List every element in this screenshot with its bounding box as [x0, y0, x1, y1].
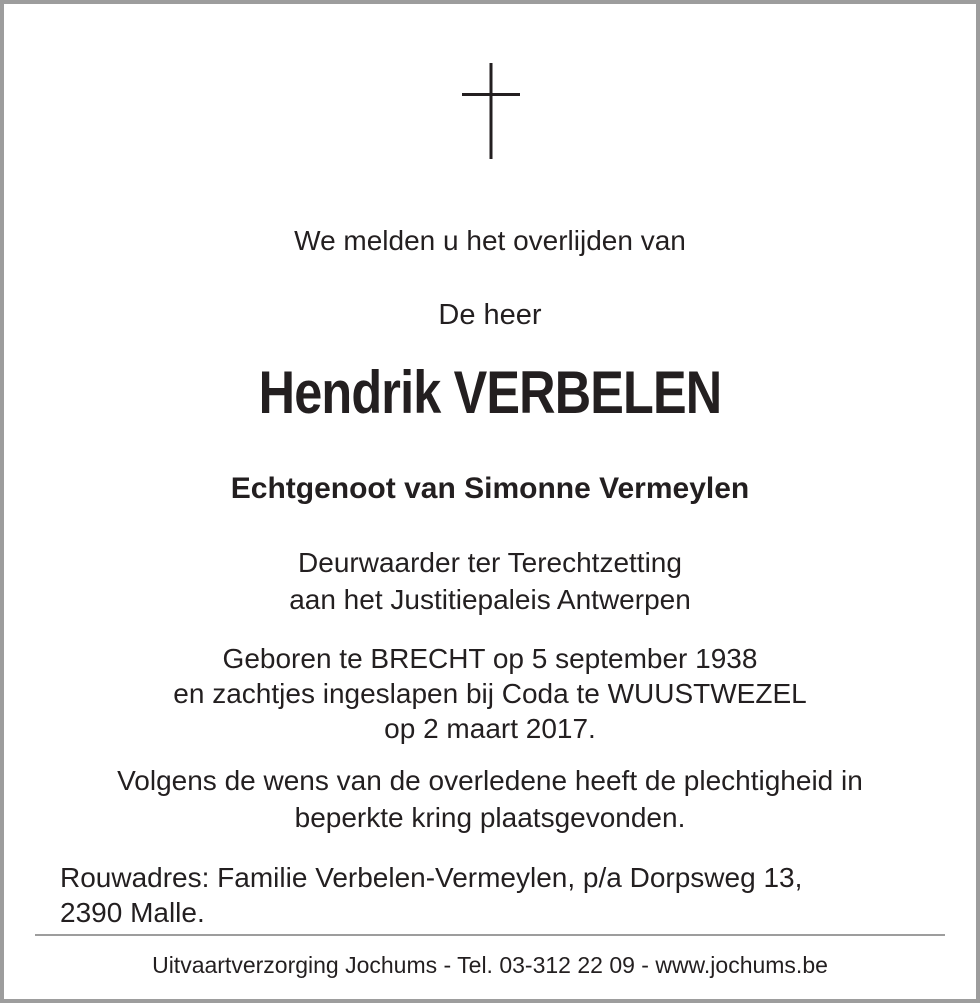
intro-text: We melden u het overlijden van — [294, 225, 686, 256]
spouse-line: Echtgenoot van Simonne Vermeylen — [230, 472, 750, 505]
deceased-name: Hendrik VERBELEN — [258, 359, 722, 426]
honorific: De heer — [438, 299, 542, 331]
address-line-1: Rouwadres: Familie Verbelen-Vermeylen, p/a Dorpsweg 13, — [60, 862, 803, 893]
birth-line: Geboren te BRECHT op 5 september 1938 — [222, 643, 758, 674]
footer-divider — [35, 934, 945, 936]
address-line-2: 2390 Malle. — [60, 897, 205, 928]
cross-icon — [462, 63, 520, 159]
death-date-line: op 2 maart 2017. — [384, 713, 596, 744]
occupation-line-1: Deurwaarder ter Terechtzetting — [298, 547, 682, 578]
funeral-home-footer: Uitvaartverzorging Jochums - Tel. 03-312 22 09 - www.jochums.be — [152, 952, 828, 978]
wish-line-1: Volgens de wens van de overledene heeft de plechtigheid in — [117, 765, 863, 796]
death-line: en zachtjes ingeslapen bij Coda te WUUSTWEZEL — [173, 678, 807, 709]
wish-line-2: beperkte kring plaatsgevonden. — [294, 802, 686, 833]
occupation-line-2: aan het Justitiepaleis Antwerpen — [289, 584, 691, 615]
